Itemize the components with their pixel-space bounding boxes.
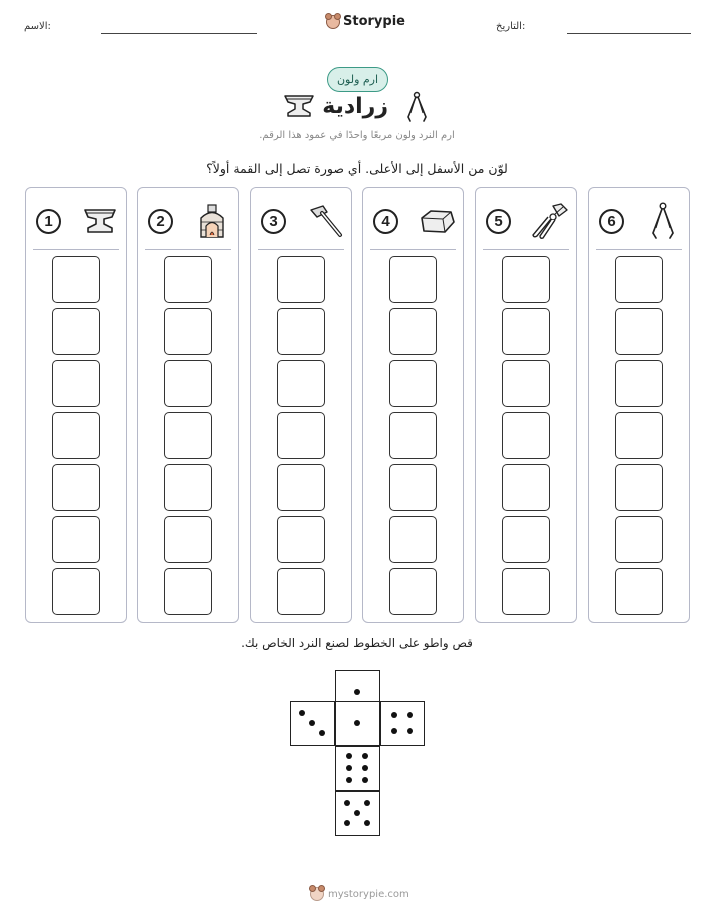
die-pip bbox=[362, 765, 368, 771]
tongs-icon bbox=[404, 91, 430, 123]
color-cell[interactable] bbox=[52, 516, 100, 563]
anvil-icon bbox=[80, 201, 120, 241]
color-cell[interactable] bbox=[389, 516, 437, 563]
column-header bbox=[36, 202, 120, 240]
die-pip bbox=[346, 765, 352, 771]
color-cell[interactable] bbox=[277, 516, 325, 563]
column-header bbox=[599, 202, 683, 240]
color-cells bbox=[26, 256, 126, 615]
date-label: التاريخ: bbox=[496, 21, 526, 32]
color-cell[interactable] bbox=[615, 568, 663, 615]
name-label: الاسم: bbox=[24, 21, 51, 32]
color-cell[interactable] bbox=[389, 412, 437, 459]
die-face-6 bbox=[335, 746, 380, 791]
footer-url[interactable]: mystorypie.com bbox=[328, 888, 409, 900]
color-cell[interactable] bbox=[164, 360, 212, 407]
column-divider bbox=[258, 249, 344, 250]
color-cell[interactable] bbox=[277, 568, 325, 615]
color-cells bbox=[476, 256, 576, 615]
color-cell[interactable] bbox=[502, 516, 550, 563]
tongs-icon bbox=[643, 201, 683, 241]
color-cell[interactable] bbox=[615, 464, 663, 511]
die-pip bbox=[319, 730, 325, 736]
color-cell[interactable] bbox=[389, 360, 437, 407]
die-pip bbox=[391, 712, 397, 718]
color-cell[interactable] bbox=[502, 568, 550, 615]
color-cell[interactable] bbox=[389, 464, 437, 511]
die-pip bbox=[407, 712, 413, 718]
color-cell[interactable] bbox=[52, 308, 100, 355]
activity-badge: ارم ولون bbox=[327, 67, 388, 92]
column-header bbox=[486, 202, 570, 240]
column-3 bbox=[250, 187, 352, 623]
footer-logo-icon bbox=[310, 887, 324, 901]
column-number: 2 bbox=[148, 209, 173, 234]
color-cell[interactable] bbox=[52, 464, 100, 511]
die-pip bbox=[299, 710, 305, 716]
color-cell[interactable] bbox=[52, 568, 100, 615]
column-number: 4 bbox=[373, 209, 398, 234]
die-face-1 bbox=[335, 701, 380, 746]
color-cell[interactable] bbox=[164, 308, 212, 355]
color-cell[interactable] bbox=[164, 464, 212, 511]
column-number: 1 bbox=[36, 209, 61, 234]
die-face-4 bbox=[380, 701, 425, 746]
die-pip bbox=[346, 753, 352, 759]
color-cells bbox=[363, 256, 463, 615]
color-cell[interactable] bbox=[52, 256, 100, 303]
forge-icon bbox=[192, 201, 232, 241]
die-pip bbox=[391, 728, 397, 734]
column-6 bbox=[588, 187, 690, 623]
color-cell[interactable] bbox=[277, 360, 325, 407]
color-cell[interactable] bbox=[277, 464, 325, 511]
die-pip bbox=[344, 800, 350, 806]
question: لوّن من الأسفل إلى الأعلى. أي صورة تصل إلى القمة أولاً؟ bbox=[206, 161, 508, 176]
hammer-icon bbox=[305, 201, 345, 241]
date-line[interactable] bbox=[567, 33, 691, 34]
column-divider bbox=[370, 249, 456, 250]
cut-instruction: قص واطو على الخطوط لصنع النرد الخاص بك. bbox=[241, 636, 473, 650]
column-number: 3 bbox=[261, 209, 286, 234]
name-line[interactable] bbox=[101, 33, 257, 34]
die-pip bbox=[354, 689, 360, 695]
color-cell[interactable] bbox=[52, 360, 100, 407]
color-cell[interactable] bbox=[502, 360, 550, 407]
brand-name: Storypie bbox=[343, 14, 405, 29]
column-header bbox=[148, 202, 232, 240]
die-pip bbox=[362, 777, 368, 783]
color-cell[interactable] bbox=[502, 308, 550, 355]
color-cell[interactable] bbox=[615, 256, 663, 303]
die-pip bbox=[309, 720, 315, 726]
footer bbox=[310, 887, 409, 901]
color-cell[interactable] bbox=[277, 412, 325, 459]
column-header bbox=[261, 202, 345, 240]
color-cell[interactable] bbox=[277, 256, 325, 303]
column-divider bbox=[33, 249, 119, 250]
column-1 bbox=[25, 187, 127, 623]
subtitle: ارم النرد ولون مربعًا واحدًا في عمود هذا الرقم. bbox=[259, 130, 455, 141]
metal-ingot-icon bbox=[417, 201, 457, 241]
bear-logo-icon bbox=[326, 15, 340, 29]
column-5 bbox=[475, 187, 577, 623]
color-cell[interactable] bbox=[389, 568, 437, 615]
color-cell[interactable] bbox=[277, 308, 325, 355]
column-header bbox=[373, 202, 457, 240]
color-cells bbox=[589, 256, 689, 615]
color-cell[interactable] bbox=[502, 464, 550, 511]
color-cell[interactable] bbox=[615, 308, 663, 355]
color-cells bbox=[251, 256, 351, 615]
die-pip bbox=[346, 777, 352, 783]
die-pip bbox=[407, 728, 413, 734]
color-cell[interactable] bbox=[52, 412, 100, 459]
column-number: 5 bbox=[486, 209, 511, 234]
color-cells bbox=[138, 256, 238, 615]
pliers-icon bbox=[530, 201, 570, 241]
color-cell[interactable] bbox=[389, 256, 437, 303]
color-cell[interactable] bbox=[389, 308, 437, 355]
die-pip bbox=[364, 800, 370, 806]
column-number: 6 bbox=[599, 209, 624, 234]
die-pip bbox=[354, 720, 360, 726]
column-divider bbox=[145, 249, 231, 250]
color-cell[interactable] bbox=[615, 360, 663, 407]
brand-logo bbox=[326, 14, 405, 29]
die-pip bbox=[362, 753, 368, 759]
die-face-5 bbox=[335, 791, 380, 836]
color-cell[interactable] bbox=[164, 568, 212, 615]
color-cell[interactable] bbox=[502, 256, 550, 303]
page-title: زرادية bbox=[322, 94, 388, 119]
column-divider bbox=[483, 249, 569, 250]
color-cell[interactable] bbox=[164, 412, 212, 459]
color-cell[interactable] bbox=[615, 412, 663, 459]
column-divider bbox=[596, 249, 682, 250]
die-pip bbox=[354, 810, 360, 816]
die-pip bbox=[344, 820, 350, 826]
column-4 bbox=[362, 187, 464, 623]
column-2 bbox=[137, 187, 239, 623]
die-pip bbox=[364, 820, 370, 826]
anvil-icon bbox=[282, 93, 316, 119]
die-face-3 bbox=[290, 701, 335, 746]
color-cell[interactable] bbox=[164, 516, 212, 563]
color-cell[interactable] bbox=[615, 516, 663, 563]
color-cell[interactable] bbox=[164, 256, 212, 303]
color-cell[interactable] bbox=[502, 412, 550, 459]
